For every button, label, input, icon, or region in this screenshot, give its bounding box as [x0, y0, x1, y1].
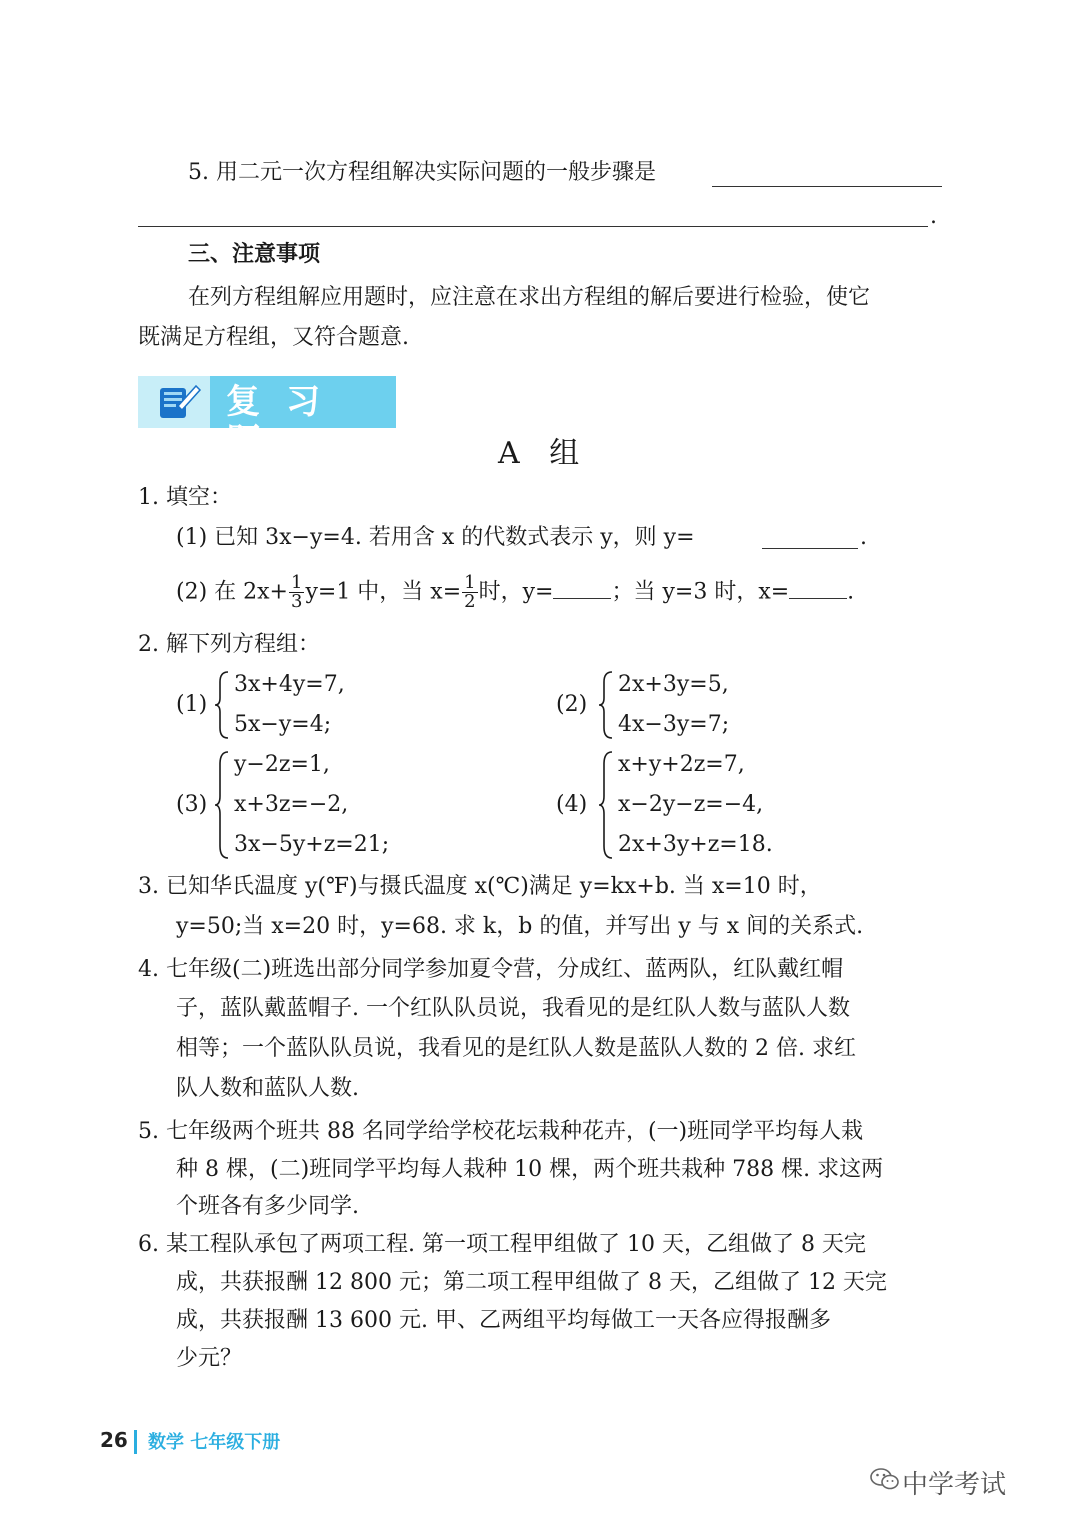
- left-brace-icon: [214, 670, 230, 740]
- answer-blank: [789, 578, 847, 599]
- answer-blank: [712, 186, 942, 187]
- text: ；当 y=3 时，x=: [611, 579, 790, 605]
- question-5-line-1: 5. 七年级两个班共 88 名同学给学校花坛栽种花卉，(一)班同学平均每人栽: [138, 1119, 864, 1144]
- system-2-label: (2): [556, 692, 588, 717]
- page-number: 26: [100, 1428, 128, 1452]
- numerator: 1: [464, 572, 476, 593]
- denominator: 2: [464, 591, 476, 612]
- system-1-label: (1): [176, 692, 208, 717]
- question-1-part-2: [176, 574, 854, 611]
- system-4-eq-1: x+y+2z=7,: [618, 752, 745, 777]
- answer-blank: [762, 548, 858, 549]
- text: 时，y=: [478, 579, 554, 605]
- question-6-line-4: 少元？: [176, 1346, 243, 1371]
- fraction: [462, 574, 477, 611]
- period: .: [930, 204, 937, 229]
- question-4-line-3: 相等；一个蓝队队员说，我看见的是红队人数是蓝队人数的 2 倍. 求红: [176, 1036, 856, 1061]
- text: .: [847, 579, 855, 605]
- group-title: A 组: [498, 436, 590, 471]
- left-brace-icon: [214, 750, 230, 860]
- summary-item-5: 5. 用二元一次方程组解决实际问题的一般步骤是: [188, 160, 656, 185]
- pencil-note-icon: [138, 376, 210, 428]
- system-1-eq-2: 5x−y=4;: [234, 712, 332, 737]
- system-3-label: (3): [176, 792, 208, 817]
- question-6-line-2: 成，共获报酬 12 800 元；第二项工程甲组做了 8 天，乙组做了 12 天完: [176, 1270, 887, 1295]
- section-heading: 三、注意事项: [188, 242, 321, 267]
- book-title: 数学 七年级下册: [148, 1432, 281, 1453]
- question-6-line-1: 6. 某工程队承包了两项工程. 第一项工程甲组做了 10 天，乙组做了 8 天完: [138, 1232, 866, 1257]
- system-2-eq-2: 4x−3y=7;: [618, 712, 730, 737]
- system-3-eq-3: 3x−5y+z=21;: [234, 832, 390, 857]
- left-brace-icon: [598, 750, 614, 860]
- question-1-head: 1. 填空：: [138, 485, 232, 510]
- question-4-line-4: 队人数和蓝队人数.: [176, 1076, 359, 1101]
- paragraph-line: 在列方程组解应用题时，应注意在求出方程组的解后要进行检验，使它: [188, 285, 871, 310]
- system-4-eq-2: x−2y−z=−4,: [618, 792, 764, 817]
- question-3-line-1: 3. 已知华氏温度 y(℉)与摄氏温度 x(℃)满足 y=kx+b. 当 x=10 时，: [138, 874, 822, 899]
- answer-blank: [138, 226, 928, 227]
- banner-title: 复习题: [226, 382, 346, 462]
- question-1-part-1: (1) 已知 3x−y=4. 若用含 x 的代数式表示 y，则 y=: [176, 525, 695, 550]
- system-4-eq-3: 2x+3y+z=18.: [618, 832, 773, 857]
- text: y=1 中，当 x=: [305, 579, 462, 605]
- question-2-head: 2. 解下列方程组：: [138, 632, 320, 657]
- question-6-line-3: 成，共获报酬 13 600 元. 甲、乙两组平均每做工一天各应得报酬多: [176, 1308, 831, 1333]
- review-banner: [138, 376, 396, 462]
- system-2-eq-1: 2x+3y=5,: [618, 672, 729, 697]
- paragraph-line: 既满足方程组，又符合题意.: [138, 325, 409, 350]
- question-4-line-2: 子，蓝队戴蓝帽子. 一个红队队员说，我看见的是红队人数与蓝队人数: [176, 996, 850, 1021]
- answer-blank: [553, 578, 611, 599]
- period: .: [860, 525, 867, 550]
- question-5-line-2: 种 8 棵，(二)班同学平均每人栽种 10 棵，两个班共栽种 788 棵. 求这两: [176, 1157, 884, 1182]
- denominator: 3: [291, 591, 303, 612]
- text: (2) 在 2x+: [176, 579, 288, 605]
- fraction: [289, 574, 304, 611]
- banner-icon-box: [138, 376, 210, 428]
- watermark-text: 中学考试: [902, 1470, 1007, 1500]
- system-3-eq-2: x+3z=−2,: [234, 792, 349, 817]
- question-5-line-3: 个班各有多少同学.: [176, 1194, 359, 1219]
- question-4-line-1: 4. 七年级(二)班选出部分同学参加夏令营，分成红、蓝两队，红队戴红帽: [138, 957, 844, 982]
- system-1-eq-1: 3x+4y=7,: [234, 672, 345, 697]
- system-4-label: (4): [556, 792, 588, 817]
- footer-divider: [134, 1430, 137, 1454]
- wechat-icon: [870, 1466, 900, 1492]
- question-3-line-2: y=50;当 x=20 时，y=68. 求 k，b 的值，并写出 y 与 x 间的关系式.: [176, 914, 864, 939]
- numerator: 1: [291, 572, 303, 593]
- left-brace-icon: [598, 670, 614, 740]
- system-3-eq-1: y−2z=1,: [234, 752, 330, 777]
